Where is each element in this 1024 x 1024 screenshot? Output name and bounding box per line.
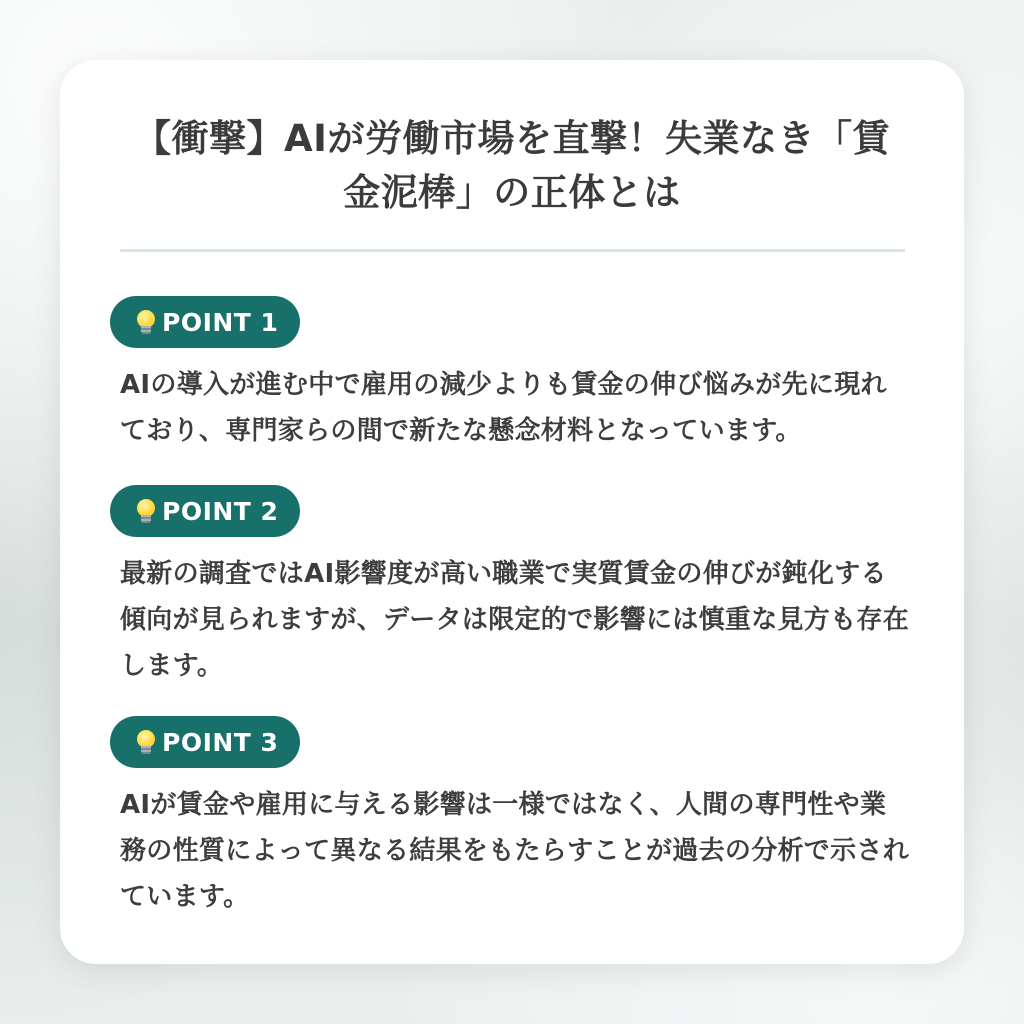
lightbulb-icon: [136, 310, 156, 336]
point-2-label: POINT 2: [162, 496, 279, 526]
point-1-label: POINT 1: [162, 307, 279, 337]
point-2-badge: [110, 485, 300, 537]
point-3-text: AIが賃金や雇用に与える影響は一様ではなく、人間の専門性や業務の性質によって異なる結果をもたらすことが過去の分析で示されています。: [120, 790, 910, 912]
lightbulb-icon: [136, 499, 156, 525]
point-3-badge: [110, 716, 300, 768]
headline-title: 【衝撃】AIが労働市場を直撃！失業なき「賃金泥棒」の正体とは: [134, 117, 890, 214]
content-card: [60, 60, 964, 964]
point-3-label: POINT 3: [162, 727, 279, 757]
title-divider: [120, 249, 905, 252]
point-1-badge: [110, 296, 300, 348]
lightbulb-icon: [136, 730, 156, 756]
point-2-text: 最新の調査ではAI影響度が高い職業で実質賃金の伸びが鈍化する傾向が見られますが、データは限定的で影響には慎重な見方も存在します。: [120, 559, 910, 681]
point-1-text: AIの導入が進む中で雇用の減少よりも賃金の伸び悩みが先に現れており、専門家らの間で新たな懸念材料となっています。: [120, 370, 887, 446]
